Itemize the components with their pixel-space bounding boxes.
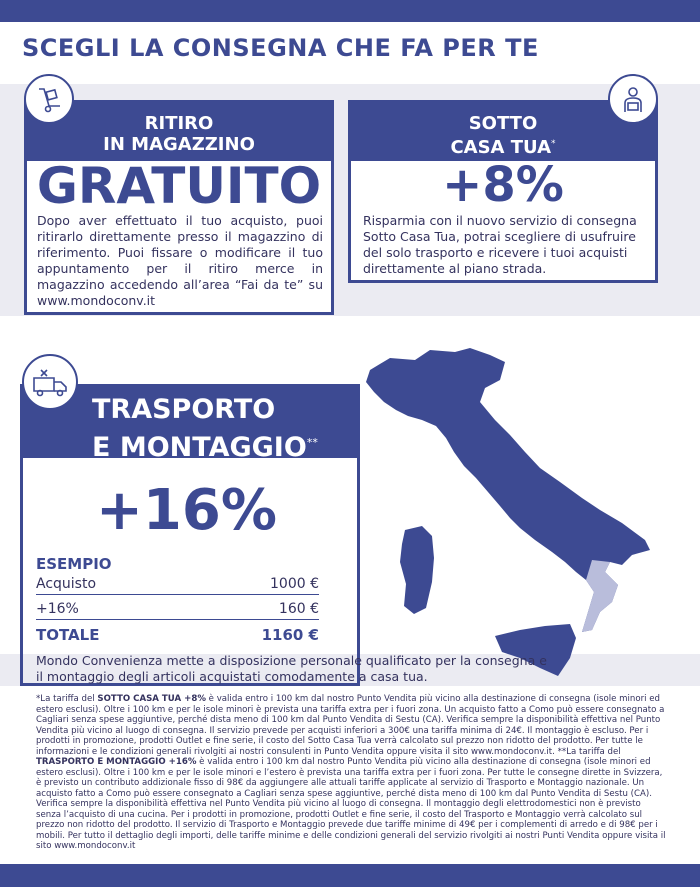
example-row-label: +16% — [36, 601, 79, 617]
footnote-part: è valida entro i 100 km dal nostro Punto Vendita più vicino alla destinazione di consegna (isole minori ed estero esclusi). Oltre i 100 km e per le isole minori è prevista una tariffa extra per i fuori zona. Un acquisto fatto a Como può essere consegnato a Cagliari senza spese aggiuntive, perché dista meno di 100 km dal Punto Vendita di Sestu (CA). Verifica sempre la disponibilità effettiva nel Punto Vendita più vicino al luogo di consegna. Il servizio prevede per acquisti inferiori a 300€ una tariffa minima di 24€. Il montaggio è escluso. Per i prodotti in promozione, prodotti Outlet e fine serie, il costo del Sotto Casa Tua verrà calcolato sul prezzo non ridotto del prodotto. Per tutte le informazioni e le condizioni generali rivolgiti ai nostri consulenti in Punto Vendita oppure visita il sito www.mondoconv.it. **La tariffa del — [36, 694, 665, 757]
top-bar — [0, 0, 700, 22]
ritiro-title-line2: IN MAGAZZINO — [103, 134, 255, 155]
hand-truck-icon — [24, 74, 74, 124]
example-row-acquisto — [36, 576, 319, 595]
truck-tools-icon — [22, 354, 78, 410]
example-row-value: 160 € — [278, 601, 319, 617]
example-total-label: TOTALE — [36, 626, 100, 644]
example-label: ESEMPIO — [36, 555, 112, 573]
delivery-person-icon — [608, 74, 658, 124]
sotto-casa-title-line1: SOTTO — [468, 113, 538, 134]
montaggio-description: Mondo Convenienza mette a disposizione personale qualificato per la consegna e il montaggio degli articoli acquistati comodamente a casa tua. — [36, 653, 547, 684]
example-row-label: Acquisto — [36, 576, 97, 592]
page-title: SCEGLI LA CONSEGNA CHE FA PER TE — [22, 34, 539, 62]
example-row-total — [36, 626, 319, 646]
bottom-bar — [0, 864, 700, 887]
sotto-casa-price: +8% — [442, 157, 564, 213]
sotto-casa-card — [348, 100, 658, 283]
italy-map — [360, 340, 660, 690]
sotto-casa-description: Risparmia con il nuovo servizio di consegna Sotto Casa Tua, potrai scegliere di usufruire del solo trasporto e ricevere i tuoi acquisti direttamente al piano strada. — [363, 213, 637, 276]
footnote-part: è valida entro i 100 km dal nostro Punto Vendita più vicino alla destinazione di consegna (isole minori ed estero esclusi). Oltre i 100 km e per le isole minori e l’estero è prevista una tariffa extra per i fuori zona. Per tutte le consegne dirette in Svizzera, è previsto un contributo addizionale fisso di 98€ da aggiungere alle attuali tariffe applicate al servizio di Trasporto e Montaggio nazionale. Un acquisto fatto a Como può essere consegnato a Cagliari senza spese aggiuntive, perché dista meno di 100 km dal Punto Vendita di Sestu (CA). Verifica sempre la disponibilità effettiva nel Punto Vendita più vicino al luogo di consegna. Il montaggio degli elettrodomestici non è previsto senza l’acquisto di una cucina. Per i prodotti in promozione, prodotti Outlet e fine serie, il costo del Trasporto e Montaggio verrà calcolato sul prezzo non ridotto del prodotto. Il servizio di Trasporto e Montaggio prevede due tariffe minime di 49€ per i complementi di arredo e di 98€ per i mobili. Per tutto il dettaglio degli importi, delle tariffe minime e delle condizioni generali del servizio rivolgiti ai nostri Punti Vendita oppure visita il sito www.mondoconv.it — [36, 757, 666, 851]
ritiro-card — [24, 100, 334, 315]
montaggio-title-line2: E MONTAGGIO — [92, 432, 307, 463]
sardinia — [400, 526, 434, 614]
sotto-casa-title-mark: * — [551, 139, 556, 149]
example-row-value: 1000 € — [270, 576, 319, 592]
ritiro-price: GRATUITO — [36, 157, 322, 215]
example-row-percent — [36, 601, 319, 620]
example-total-value: 1160 € — [261, 626, 319, 644]
footnotes — [36, 694, 666, 852]
footnote-part: *La tariffa del — [36, 694, 98, 704]
montaggio-title-mark: ** — [306, 436, 318, 449]
montaggio-title — [92, 393, 318, 464]
ritiro-card-header — [27, 103, 331, 161]
ritiro-title-line1: RITIRO — [144, 113, 214, 134]
sotto-casa-title-line2: CASA TUA — [450, 137, 552, 158]
ritiro-description: Dopo aver effettuato il tuo acquisto, puoi ritirarlo direttamente presso il magazzino di riferimento. Puoi fissare o modificare il tuo appuntamento per il ritiro merce in magazzino accedendo all’area “Fai da te” su www.mondoconv.it — [37, 213, 323, 308]
footnote-bold: SOTTO CASA TUA +8% — [97, 694, 206, 704]
montaggio-title-line1: TRASPORTO — [92, 394, 276, 425]
montaggio-price: +16% — [96, 478, 277, 543]
sotto-casa-card-header — [351, 103, 655, 161]
footnote-bold: TRASPORTO E MONTAGGIO +16% — [36, 757, 197, 767]
